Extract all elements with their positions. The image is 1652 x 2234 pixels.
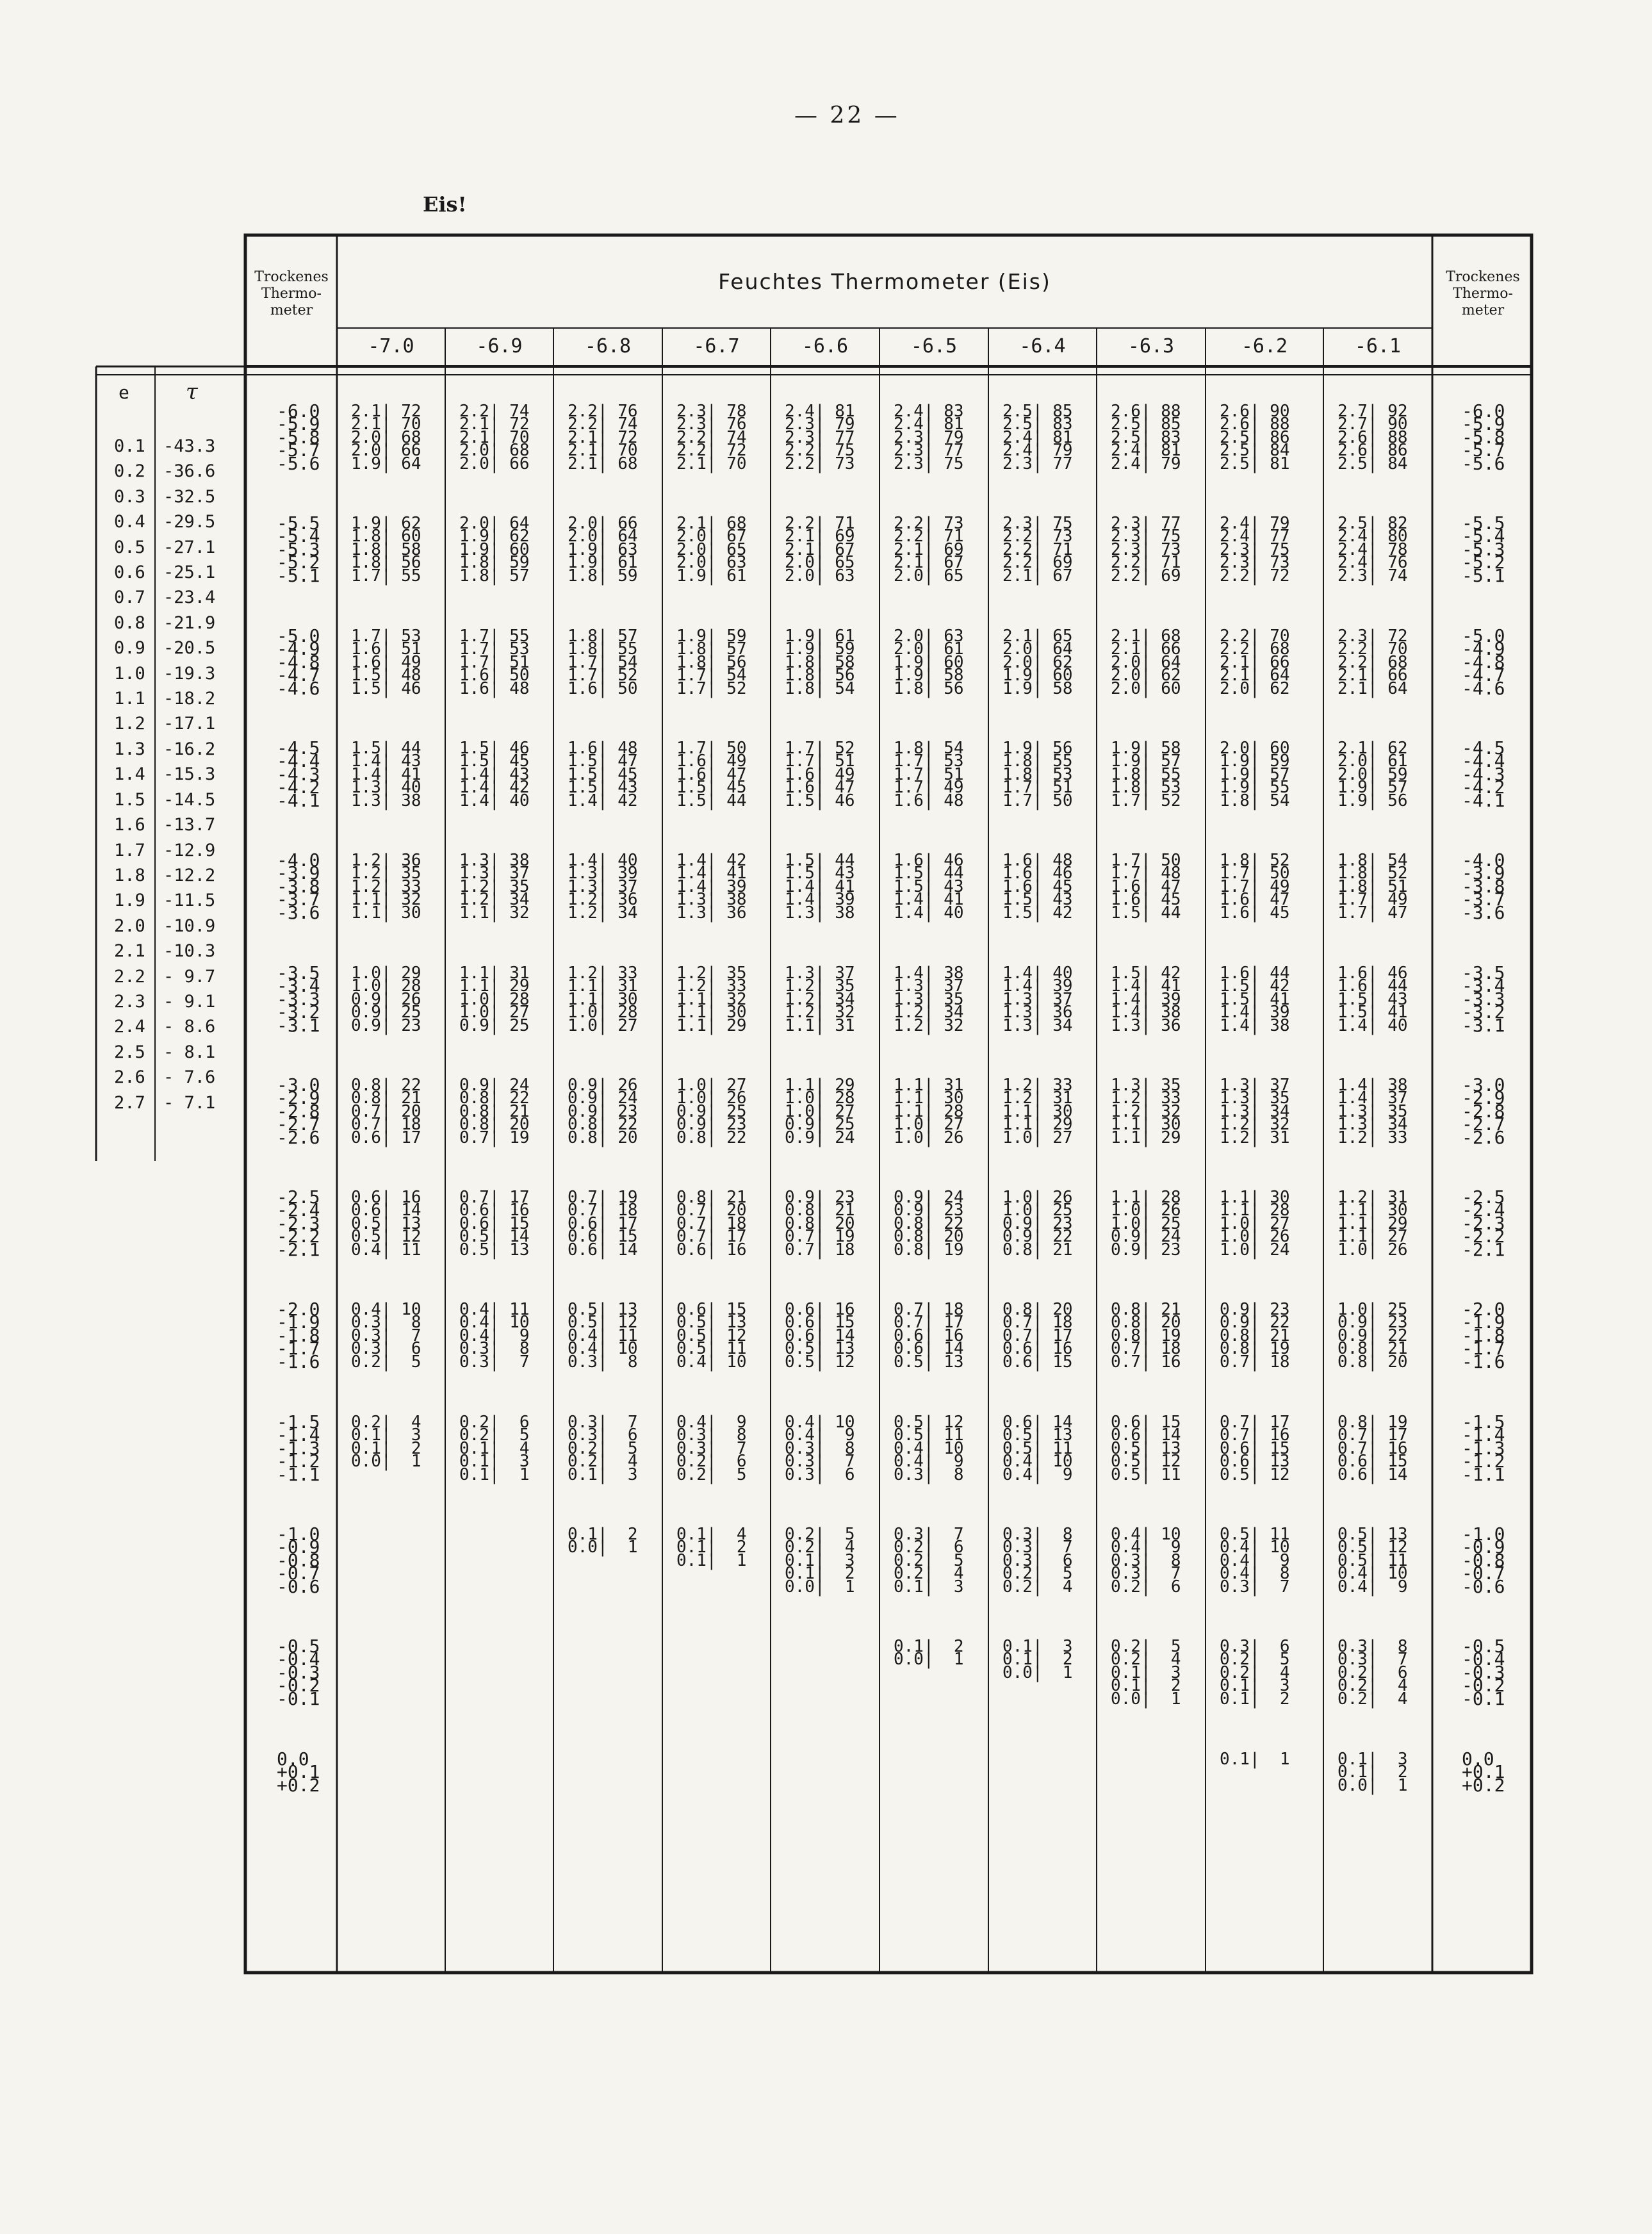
table-cell: 1.4| 40 1.4| 39 1.3| 37 1.3| 36 1.3| 34 [1002,964,1073,1035]
table-cell: 1.2| 31 1.1| 30 1.1| 29 1.1| 27 1.0| 26 [1337,1188,1408,1260]
dry-temp-right: -4.5 -4.4 -4.3 -4.2 -4.1 [1462,737,1505,811]
table-cell: 0.7| 18 0.7| 17 0.6| 16 0.6| 14 0.5| 13 [894,1300,964,1372]
dry-temp-right: 0.0 +0.1 +0.2 [1462,1748,1505,1796]
table-cell: 2.4| 83 2.4| 81 2.3| 79 2.3| 77 2.3| 75 [894,402,964,473]
table-cell: 2.1| 65 2.0| 64 2.0| 62 1.9| 60 1.9| 58 [1002,627,1073,698]
side-header-tau: τ [186,379,198,405]
table-cell: 0.9| 24 0.8| 22 0.8| 21 0.8| 20 0.7| 19 [459,1076,530,1147]
table-cell: 0.8| 19 0.7| 17 0.7| 16 0.6| 15 0.6| 14 [1337,1413,1408,1484]
table-cell: 0.5| 12 0.5| 11 0.4| 10 0.4| 9 0.3| 8 [894,1413,964,1484]
table-cell: 1.3| 35 1.2| 33 1.2| 32 1.1| 30 1.1| 29 [1111,1076,1181,1147]
dry-temp-right: -5.0 -4.9 -4.8 -4.7 -4.6 [1462,625,1505,699]
table-cell: 0.4| 10 0.4| 9 0.3| 8 0.3| 7 0.3| 6 [785,1413,855,1484]
table-cell: 1.7| 53 1.6| 51 1.6| 49 1.5| 48 1.5| 46 [351,627,421,698]
table-cell: 2.2| 76 2.2| 74 2.1| 72 2.1| 70 2.1| 68 [568,402,638,473]
column-header: -6.1 [1354,335,1402,357]
table-cell: 1.7| 50 1.6| 49 1.6| 47 1.5| 45 1.5| 44 [676,739,747,810]
dry-temp-left: -3.5 -3.4 -3.3 -3.2 -3.1 [277,962,320,1036]
column-header: -6.3 [1127,335,1175,357]
table-cell: 1.6| 46 1.6| 44 1.5| 43 1.5| 41 1.4| 40 [1337,964,1408,1035]
table-cell: 0.3| 7 0.2| 6 0.2| 5 0.2| 4 0.1| 3 [894,1525,964,1597]
table-cell: 1.0| 25 0.9| 23 0.9| 22 0.8| 21 0.8| 20 [1337,1300,1408,1372]
table-cell: 1.0| 26 1.0| 25 0.9| 23 0.9| 22 0.8| 21 [1002,1188,1073,1260]
table-cell: 0.4| 9 0.3| 8 0.3| 7 0.2| 6 0.2| 5 [676,1413,747,1484]
column-header: -6.4 [1019,335,1066,357]
table-cell: 2.3| 77 2.3| 75 2.3| 73 2.2| 71 2.2| 69 [1111,514,1181,586]
table-cell: 1.4| 38 1.4| 37 1.3| 35 1.3| 34 1.2| 33 [1337,1076,1408,1147]
header-title: Feuchtes Thermometer (Eis) [718,269,1051,294]
table-cell: 0.3| 8 0.3| 7 0.3| 6 0.2| 5 0.2| 4 [1002,1525,1073,1597]
table-cell: 0.4| 10 0.3| 8 0.3| 7 0.3| 6 0.2| 5 [351,1300,421,1372]
table-cell: 1.5| 44 1.5| 43 1.4| 41 1.4| 39 1.3| 38 [785,851,855,923]
column-header: -6.8 [584,335,632,357]
dry-temp-right: -3.5 -3.4 -3.3 -3.2 -3.1 [1462,962,1505,1036]
table-cell: 0.6| 15 0.6| 14 0.5| 13 0.5| 12 0.5| 11 [1111,1413,1181,1484]
table-cell: 2.3| 75 2.2| 73 2.2| 71 2.2| 69 2.1| 67 [1002,514,1073,586]
table-cell: 1.7| 55 1.7| 53 1.7| 51 1.6| 50 1.6| 48 [459,627,530,698]
column-header: -6.9 [476,335,523,357]
table-cell: 0.2| 5 0.2| 4 0.1| 3 0.1| 2 0.0| 1 [785,1525,855,1597]
table-cell: 1.6| 48 1.5| 47 1.5| 45 1.5| 43 1.4| 42 [568,739,638,810]
column-header: -6.2 [1241,335,1288,357]
table-cell: 0.6| 15 0.5| 13 0.5| 12 0.5| 11 0.4| 10 [676,1300,747,1372]
table-cell: 0.5| 13 0.5| 12 0.5| 11 0.4| 10 0.4| 9 [1337,1525,1408,1597]
table-cell: 1.8| 54 1.8| 52 1.8| 51 1.7| 49 1.7| 47 [1337,851,1408,923]
table-cell: 2.0| 63 2.0| 61 1.9| 60 1.9| 58 1.8| 56 [894,627,964,698]
table-cell: 0.1| 3 0.1| 2 0.0| 1 [1002,1637,1073,1682]
table-cell: 1.9| 58 1.9| 57 1.8| 55 1.8| 53 1.7| 52 [1111,739,1181,810]
table-cell: 1.6| 48 1.6| 46 1.6| 45 1.5| 43 1.5| 42 [1002,851,1073,923]
table-cell: 1.5| 46 1.5| 45 1.4| 43 1.4| 42 1.4| 40 [459,739,530,810]
dry-temp-right: -2.0 -1.9 -1.8 -1.7 -1.6 [1462,1299,1505,1372]
table-cell: 1.1| 30 1.1| 28 1.0| 27 1.0| 26 1.0| 24 [1220,1188,1290,1260]
dry-temp-right: -1.0 -0.9 -0.8 -0.7 -0.6 [1462,1524,1505,1597]
dry-temp-left: -1.5 -1.4 -1.3 -1.2 -1.1 [277,1411,320,1485]
table-cell: 0.6| 16 0.6| 14 0.5| 13 0.5| 12 0.4| 11 [351,1188,421,1260]
column-header: -6.7 [693,335,740,357]
table-cell: 0.8| 20 0.7| 18 0.7| 17 0.6| 16 0.6| 15 [1002,1300,1073,1372]
table-cell: 1.8| 54 1.7| 53 1.7| 51 1.7| 49 1.6| 48 [894,739,964,810]
dry-temp-left: -2.5 -2.4 -2.3 -2.2 -2.1 [277,1187,320,1260]
table-cell: 1.1| 31 1.1| 30 1.1| 28 1.0| 27 1.0| 26 [894,1076,964,1147]
page-number: — 22 — [794,103,900,129]
table-cell: 0.2| 5 0.2| 4 0.1| 3 0.1| 2 0.0| 1 [1111,1637,1181,1709]
table-cell: 0.9| 24 0.9| 23 0.8| 22 0.8| 20 0.8| 19 [894,1188,964,1260]
table-cell: 0.6| 14 0.5| 13 0.5| 11 0.4| 10 0.4| 9 [1002,1413,1073,1484]
table-cell: 0.3| 7 0.3| 6 0.2| 5 0.2| 4 0.1| 3 [568,1413,638,1484]
table-cell: 1.5| 44 1.4| 43 1.4| 41 1.3| 40 1.3| 38 [351,739,421,810]
table-cell: 0.4| 11 0.4| 10 0.4| 9 0.3| 8 0.3| 7 [459,1300,530,1372]
dry-temp-left: -6.0 -5.9 -5.8 -5.7 -5.6 [277,400,320,474]
table-cell: 2.2| 70 2.2| 68 2.1| 66 2.1| 64 2.0| 62 [1220,627,1290,698]
dry-temp-right: -2.5 -2.4 -2.3 -2.2 -2.1 [1462,1187,1505,1260]
table-cell: 1.7| 52 1.7| 51 1.6| 49 1.6| 47 1.5| 46 [785,739,855,810]
dry-temp-right: -0.5 -0.4 -0.3 -0.2 -0.1 [1462,1636,1505,1709]
table-cell: 0.1| 4 0.1| 2 0.1| 1 [676,1525,747,1570]
table-cell: 1.0| 27 1.0| 26 0.9| 25 0.9| 23 0.8| 22 [676,1076,747,1147]
table-cell: 2.3| 72 2.2| 70 2.2| 68 2.1| 66 2.1| 64 [1337,627,1408,698]
table-cell: 0.6| 16 0.6| 15 0.6| 14 0.5| 13 0.5| 12 [785,1300,855,1372]
table-cell: 1.6| 44 1.5| 42 1.5| 41 1.4| 39 1.4| 38 [1220,964,1290,1035]
table-cell: 1.9| 59 1.8| 57 1.8| 56 1.7| 54 1.7| 52 [676,627,747,698]
dry-temp-left: -5.5 -5.4 -5.3 -5.2 -5.1 [277,513,320,586]
table-cell: 2.7| 92 2.7| 90 2.6| 88 2.6| 86 2.5| 84 [1337,402,1408,473]
table-cell: 1.1| 31 1.1| 29 1.0| 28 1.0| 27 0.9| 25 [459,964,530,1035]
table-cell: 0.2| 6 0.2| 5 0.1| 4 0.1| 3 0.1| 1 [459,1413,530,1484]
dry-temp-left: -2.0 -1.9 -1.8 -1.7 -1.6 [277,1299,320,1372]
dry-temp-left: -1.0 -0.9 -0.8 -0.7 -0.6 [277,1524,320,1597]
table-cell: 2.0| 66 2.0| 64 1.9| 63 1.9| 61 1.8| 59 [568,514,638,586]
table-cell: 2.0| 64 1.9| 62 1.9| 60 1.8| 59 1.8| 57 [459,514,530,586]
column-header: -7.0 [368,335,414,357]
dry-temp-right: -3.0 -2.9 -2.8 -2.7 -2.6 [1462,1074,1505,1148]
table-cell: 1.9| 62 1.8| 60 1.8| 58 1.8| 56 1.7| 55 [351,514,421,586]
table-cell: 1.9| 61 1.9| 59 1.8| 58 1.8| 56 1.8| 54 [785,627,855,698]
table-cell: 1.8| 52 1.7| 50 1.7| 49 1.6| 47 1.6| 45 [1220,851,1290,923]
dry-temp-right: -6.0 -5.9 -5.8 -5.7 -5.6 [1462,400,1505,474]
table-cell: 0.8| 21 0.8| 20 0.8| 19 0.7| 18 0.7| 16 [1111,1300,1181,1372]
section-title: Eis! [423,192,467,217]
table-cell: 2.2| 73 2.2| 71 2.1| 69 2.1| 67 2.0| 65 [894,514,964,586]
table-cell: 1.7| 50 1.7| 48 1.6| 47 1.6| 45 1.5| 44 [1111,851,1181,923]
table-cell: 2.5| 82 2.4| 80 2.4| 78 2.4| 76 2.3| 74 [1337,514,1408,586]
dry-temp-right: -4.0 -3.9 -3.8 -3.7 -3.6 [1462,850,1505,923]
table-cell: 2.0| 60 1.9| 59 1.9| 57 1.9| 55 1.8| 54 [1220,739,1290,810]
table-cell: 1.2| 33 1.2| 31 1.1| 30 1.1| 29 1.0| 27 [1002,1076,1073,1147]
table-cell: 0.1| 2 0.0| 1 [568,1525,638,1557]
table-cell: 2.2| 74 2.1| 72 2.1| 70 2.0| 68 2.0| 66 [459,402,530,473]
dry-temp-left: -5.0 -4.9 -4.8 -4.7 -4.6 [277,625,320,699]
table-cell: 1.5| 42 1.4| 41 1.4| 39 1.4| 38 1.3| 36 [1111,964,1181,1035]
side-e-values: 0.1 0.2 0.3 0.4 0.5 0.6 0.7 0.8 0.9 1.0 1.1 1.2 1.3 1.4 1.5 1.6 1.7 1.8 1.9 2.0 2.1 2.2 2.3 2.4 2.5 2.6 2.7 [114,436,145,1113]
table-cell: 2.6| 88 2.5| 85 2.5| 83 2.4| 81 2.4| 79 [1111,402,1181,473]
table-cell: 1.4| 42 1.4| 41 1.4| 39 1.3| 38 1.3| 36 [676,851,747,923]
table-cell: 2.1| 62 2.0| 61 2.0| 59 1.9| 57 1.9| 56 [1337,739,1408,810]
column-header: -6.6 [801,335,849,357]
table-cell: 1.1| 28 1.0| 26 1.0| 25 0.9| 24 0.9| 23 [1111,1188,1181,1260]
table-cell: 0.9| 26 0.9| 24 0.9| 23 0.8| 22 0.8| 20 [568,1076,638,1147]
table-cell: 0.2| 4 0.1| 3 0.1| 2 0.0| 1 [351,1413,421,1472]
table-cell: 1.2| 33 1.1| 31 1.1| 30 1.0| 28 1.0| 27 [568,964,638,1035]
table-cell: 2.5| 85 2.5| 83 2.4| 81 2.4| 79 2.3| 77 [1002,402,1073,473]
table-cell: 1.2| 36 1.2| 35 1.2| 33 1.1| 32 1.1| 30 [351,851,421,923]
table-cell: 2.1| 72 2.1| 70 2.0| 68 2.0| 66 1.9| 64 [351,402,421,473]
dry-temp-right: -5.5 -5.4 -5.3 -5.2 -5.1 [1462,513,1505,586]
dry-temp-right: -1.5 -1.4 -1.3 -1.2 -1.1 [1462,1411,1505,1485]
table-cell: 2.4| 81 2.3| 79 2.3| 77 2.2| 75 2.2| 73 [785,402,855,473]
table-cell: 2.3| 78 2.3| 76 2.2| 74 2.2| 72 2.1| 70 [676,402,747,473]
column-header: -6.5 [910,335,958,357]
dry-temp-left: 0.0 +0.1 +0.2 [277,1748,320,1796]
table-cell: 0.5| 11 0.4| 10 0.4| 9 0.4| 8 0.3| 7 [1220,1525,1290,1597]
table-cell: 0.3| 8 0.3| 7 0.2| 6 0.2| 4 0.2| 4 [1337,1637,1408,1709]
dry-temp-left: -4.5 -4.4 -4.3 -4.2 -4.1 [277,737,320,811]
table-cell: 0.7| 19 0.7| 18 0.6| 17 0.6| 15 0.6| 14 [568,1188,638,1260]
side-tau-values: -43.3 -36.6 -32.5 -29.5 -27.1 -25.1 -23.4 -21.9 -20.5 -19.3 -18.2 -17.1 -16.2 -15.3 -14.5 -13.7 -12.9 -12.2 -11.5 -10.9 -10.3 - 9.7 - 9.1 - 8.6 - 8.1 - 7.6 - 7.1 [163,436,216,1113]
side-header-e: e [119,382,129,403]
table-cell: 1.9| 56 1.8| 55 1.8| 53 1.7| 51 1.7| 50 [1002,739,1073,810]
table-cell: 1.8| 57 1.8| 55 1.7| 54 1.7| 52 1.6| 50 [568,627,638,698]
dry-temp-left: -4.0 -3.9 -3.8 -3.7 -3.6 [277,850,320,923]
table-cell: 0.9| 23 0.9| 22 0.8| 21 0.8| 19 0.7| 18 [1220,1300,1290,1372]
table-cell: 1.3| 37 1.2| 35 1.2| 34 1.2| 32 1.1| 31 [785,964,855,1035]
table-cell: 0.7| 17 0.7| 16 0.6| 15 0.6| 13 0.5| 12 [1220,1413,1290,1484]
table-cell: 1.3| 38 1.3| 37 1.2| 35 1.2| 34 1.1| 32 [459,851,530,923]
table-cell: 0.8| 22 0.8| 21 0.7| 20 0.7| 18 0.6| 17 [351,1076,421,1147]
table-cell: 2.4| 79 2.4| 77 2.3| 75 2.3| 73 2.2| 72 [1220,514,1290,586]
dry-temp-left: -3.0 -2.9 -2.8 -2.7 -2.6 [277,1074,320,1148]
header-right-label: Trockenes Thermo- meter [1446,269,1520,318]
table-cell: 0.8| 21 0.7| 20 0.7| 18 0.7| 17 0.6| 16 [676,1188,747,1260]
table-cell: 2.6| 90 2.6| 88 2.5| 86 2.5| 84 2.5| 81 [1220,402,1290,473]
table-cell: 0.1| 3 0.1| 2 0.0| 1 [1337,1750,1408,1795]
table-cell: 2.1| 68 2.1| 66 2.0| 64 2.0| 62 2.0| 60 [1111,627,1181,698]
table-cell: 1.4| 40 1.3| 39 1.3| 37 1.2| 36 1.2| 34 [568,851,638,923]
table-cell: 0.3| 6 0.2| 5 0.2| 4 0.1| 3 0.1| 2 [1220,1637,1290,1709]
table-cell: 1.2| 35 1.2| 33 1.1| 32 1.1| 30 1.1| 29 [676,964,747,1035]
table-cell: 1.3| 37 1.3| 35 1.3| 34 1.2| 32 1.2| 31 [1220,1076,1290,1147]
table-cell: 0.9| 23 0.8| 21 0.8| 20 0.7| 19 0.7| 18 [785,1188,855,1260]
table-cell: 0.5| 13 0.5| 12 0.4| 11 0.4| 10 0.3| 8 [568,1300,638,1372]
dry-temp-left: -0.5 -0.4 -0.3 -0.2 -0.1 [277,1636,320,1709]
table-cell: 2.2| 71 2.1| 69 2.1| 67 2.0| 65 2.0| 63 [785,514,855,586]
table-cell: 1.6| 46 1.5| 44 1.5| 43 1.4| 41 1.4| 40 [894,851,964,923]
table-cell: 0.1| 2 0.0| 1 [894,1637,964,1670]
table-cell: 0.4| 10 0.4| 9 0.3| 8 0.3| 7 0.2| 6 [1111,1525,1181,1597]
table-cell: 1.0| 29 1.0| 28 0.9| 26 0.9| 25 0.9| 23 [351,964,421,1035]
table-cell: 0.1| 1 [1220,1750,1290,1769]
header-left-label: Trockenes Thermo- meter [254,269,329,318]
table-cell: 1.4| 38 1.3| 37 1.3| 35 1.2| 34 1.2| 32 [894,964,964,1035]
table-cell: 1.1| 29 1.0| 28 1.0| 27 0.9| 25 0.9| 24 [785,1076,855,1147]
table-cell: 2.1| 68 2.0| 67 2.0| 65 2.0| 63 1.9| 61 [676,514,747,586]
table-cell: 0.7| 17 0.6| 16 0.6| 15 0.5| 14 0.5| 13 [459,1188,530,1260]
